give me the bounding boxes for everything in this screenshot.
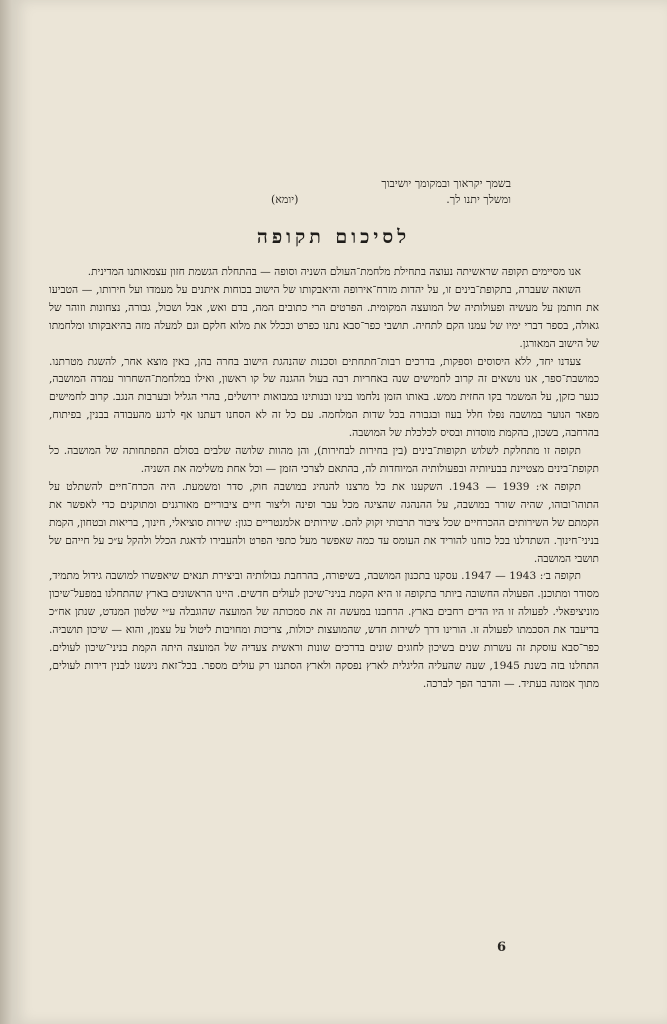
page-number: 6 — [497, 940, 507, 955]
paragraph: השואה שעברה, בתקופת־בינים זו, על יהדות מזרח־אירופה והיאבקותו של הישוב בכוחות איתנים על מעמדו ועל חירותו, — הטביעו את חותמן על מעשיה ופעולותיה של המועצה המקומית. הפרטים הרי כתובים המה, בדם ואש, אבל ושכול, גבורה, נצחונות וזוהר של גאולה, בספר דברי ימיו של עמנו הקם לתחיה. תושבי כפר־סבא נתנו כפרט וככלל את מלוא חלקם וגם למעלה מזה בהיאבקותו ומלחמתו של הישוב המאורגן. — [49, 283, 599, 350]
paragraph: תקופה ב׳: 1943 — 1947. עסקנו בתכנון המושבה, בשיפורה, בהרחבת גבולותיה וביצירת תנאים שיאפשרו למושבה גידול מתמיד, מסודר ומתוכנן. הפעולה החשובה ביותר בתקופה זו היא הקמת בניני־שיכון לעולים חדשים. היינו הראשונים בארץ שהתחלנו במפעל־שיכון מוניציפאלי. לפעולה זו היו הדים רחבים בארץ. הרחבנו במעשה זה את סמכותה של המועצה שהוגבלה ע״י שלטון המנדט, שנתן אח״כ בדיעבד את הסכמתו לפעולה זו. הורינו דרך לשירות חדש, שהמועצות יכולות, צריכות ומחויבות ליטול על עצמן, והוא — שיכון תושביה. כפר־סבא עוסקת זה עשרות שנים בשיכון לחוגים שונים בדרכים שונות וראשית צעדיה של המועצה היתה הקמת בניני־שיכון לעולים. התחלנו בזה בשנת 1945, שעה שהעליה הליגלית לארץ נפסקה ולארץ הסתננו רק עולים מספר. בכל־זאת ניגשנו לבנין דירות לעולים, מתוך אמונה בעתיד. — והדבר הפך לברכה. — [49, 570, 600, 690]
epigraph — [271, 176, 511, 208]
epigraph-line-1: בשמך יקראוך ובמקומך יושיבוך — [381, 177, 511, 190]
paragraph: תקופה זו מתחלקת לשלוש תקופות־בינים (בין בחירות לבחירות), והן מהוות שלושה שלבים בסולם התפתחותה של המושבה. כל תקופת־בינים מצטיינת בבעיותיה ובפעולותיה המיוחדות לה, בהתאם לצרכי הזמן — וכל אחת משלימה את השניה. — [49, 445, 599, 475]
paragraph: צעדנו יחד, ללא היסוסים וספקות, בדרכים רבות־חתחתים וסכנות שהנהגת הישוב בחרה בהן, באין מוצא אחר, להשגת מטרתנו. כמושבת־ספר, אנו נושאים זה קרוב לחמישים שנה באחריות רבה בעול ההגנה של קו ראשון, ואילו במלחמת־השחרור עמדה המושבה, כנער כזקן, על המשמר בקו החזית ממש. באותו הזמן נלחמו בנינו ובנותינו במבואות ירושלים, בהרי הגליל ובערבות הנגב. קרוב לחמישים מפאר הנוער במושבה נפלו חלל בעוז ובגבורה בכל שדות המלחמה. עם כל זה לא הסחנו דעתנו אף לרגע מהעבודה בבנין, בפיתוח, בהרחבה, בשכון, בהקמת מוסדות ובסיס לכלכלת של המושבה. — [49, 355, 599, 440]
page-title: לסיכום תקופה — [256, 226, 411, 248]
epigraph-line — [271, 176, 511, 192]
paragraph: תקופה א׳: 1939 — 1943. השקענו את כל מרצנו להנהיג במושבה חוק, סדר ומשמעת. היה הכרח־חיים להשתלט על התוהו־ובוהו, שהיה שורר במושבה, על ההנהגה שהציגה מכל עבר ופינה וליצור חיים ציבוריים מאורגנים ומתוקנים כדי לאפשר את הקמתם של השירותים ההכרחיים שכל ציבור תרבותי זקוק להם. שירותים אלמנטריים כגון: שירות סוציאלי, חינוך, בריאות ובטחון, הקמת בניני־חינוך. השתדלנו בכל כוחנו להוריד את העומס עד כמה שאפשר מעל כתפי הפרט ולהעבירו לדאגת הכלל ולהקל ע״כ על חייהם של תושבי המושבה. — [49, 480, 599, 565]
epigraph-line-2: ומשלך יתנו לך. — [446, 193, 511, 206]
binding-gutter — [0, 0, 12, 1024]
body-text — [49, 264, 599, 694]
epigraph-source: (יומא) — [271, 193, 299, 206]
epigraph-line — [271, 192, 511, 208]
paragraph: אנו מסיימים תקופה שראשיתה נעוצה בתחילת מלחמת־העולם השניה וסופה — בהתחלת הגשמת חזון עצמאותנו המדינית. — [87, 266, 581, 278]
